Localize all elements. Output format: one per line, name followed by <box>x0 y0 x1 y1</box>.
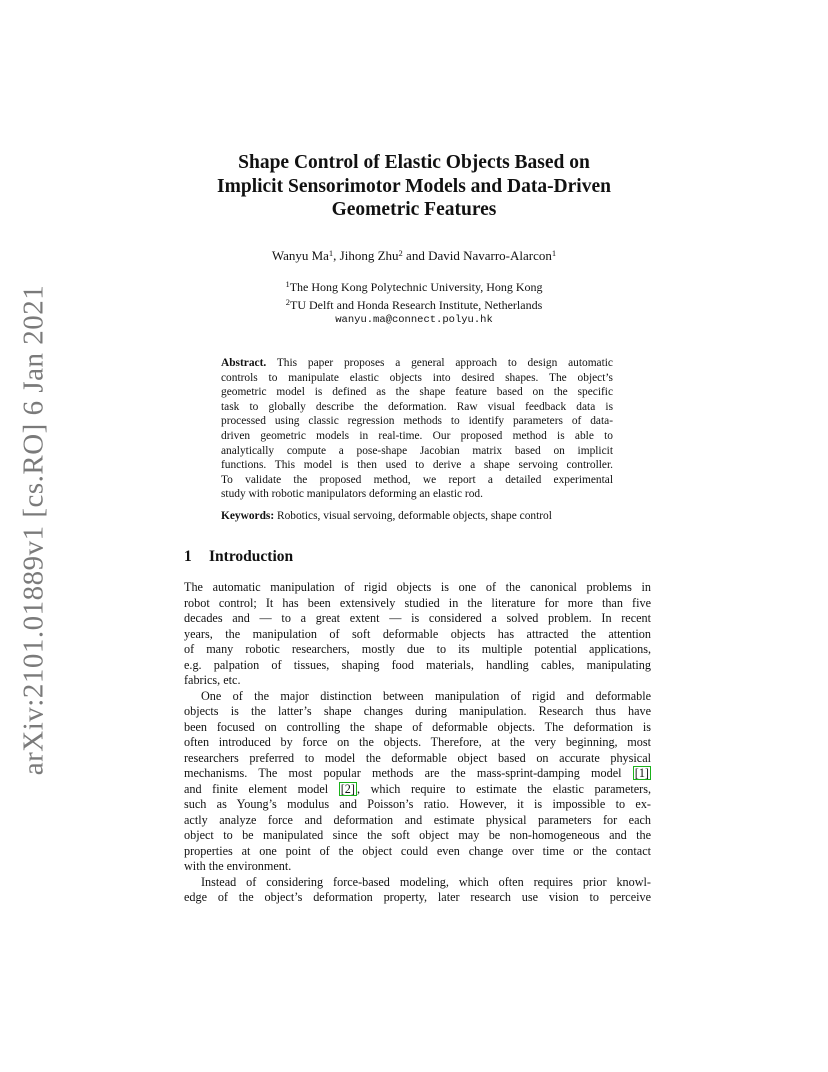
body-line: objects is the latter’s shape changes during manipulation. Research thus have <box>184 704 651 718</box>
author-affil-mark: 1 <box>328 248 334 258</box>
section-heading <box>184 548 293 566</box>
abstract-line: driven geometric models in real-time. Our proposed method is able to <box>221 429 613 442</box>
body-line: Instead of considering force-based modeling, which often requires prior knowl- <box>201 874 651 889</box>
abstract-line: controls to manipulate elastic objects into desired shapes. The object’s <box>221 371 613 384</box>
author-name: Wanyu Ma <box>271 248 329 263</box>
body-line: The automatic manipulation of rigid objects is one of the canonical problems in <box>184 580 651 594</box>
abstract-line: geometric model is defined as the shape feature based on the specific <box>221 386 613 399</box>
abstract-line: task to globally describe the deformation. Raw visual feedback data is <box>221 400 613 413</box>
section-number: 1 <box>184 548 192 565</box>
abstract-line: To validate the proposed method, we report a detailed experimental <box>221 473 613 486</box>
affiliation-text: The Hong Kong Polytechnic University, Hong Kong <box>289 280 543 294</box>
body-line <box>184 766 651 782</box>
body-line: properties at one point of the object could even change over time or the contact <box>184 843 651 858</box>
body-text <box>184 580 651 906</box>
arxiv-side-identifier: arXiv:2101.01889v1 [cs.RO] 6 Jan 2021 <box>17 284 50 776</box>
body-line: robot control; It has been extensively studied in the literature for more than five <box>184 595 651 610</box>
title-line: Geometric Features <box>331 199 497 220</box>
title-line: Implicit Sensorimotor Models and Data-Driven <box>217 175 611 197</box>
body-line <box>184 782 651 798</box>
body-text-run: and finite element model <box>184 781 339 796</box>
affiliation <box>150 277 678 295</box>
body-line: actly analyze force and deformation and estimate physical parameters for each <box>184 812 651 827</box>
body-text-run: , which require to estimate the elastic parameters, <box>356 781 652 796</box>
abstract-line: functions. This model is then used to derive a shape servoing controller. <box>221 459 613 472</box>
body-line: been focused on controlling the shape of deformable objects. The deformation is <box>184 719 651 734</box>
paper-title <box>150 151 678 222</box>
body-line: years, the manipulation of soft deformable objects has attracted the attention <box>184 626 651 641</box>
body-line: object to be manipulated since the soft object may be non-homogeneous and the <box>184 828 651 842</box>
body-line: One of the major distinction between manipulation of rigid and deformable <box>201 688 651 703</box>
keywords <box>221 510 621 522</box>
affiliations <box>150 277 678 328</box>
abstract-text: This paper proposes a general approach to design automatic <box>266 357 613 369</box>
citation-link[interactable]: [1] <box>634 766 649 780</box>
title-line: Shape Control of Elastic Objects Based on <box>238 152 590 173</box>
author-name: David Navarro-Alarcon <box>428 248 552 263</box>
body-text-run: mechanisms. The most popular methods are the mass-sprint-damping model <box>184 766 633 780</box>
body-line: researchers preferred to model the deformable object based on accurate physical <box>184 750 651 765</box>
abstract-line: study with robotic manipulators deforming an elastic rod. <box>221 488 483 501</box>
author-separator: , <box>333 248 340 263</box>
abstract-line: processed using classic regression methods to identify parameters of data- <box>221 415 613 428</box>
body-line: with the environment. <box>184 859 292 873</box>
affiliation-mark: 2 <box>285 297 290 307</box>
keywords-label: Keywords: <box>221 510 275 522</box>
citation-link[interactable]: [2] <box>340 781 355 796</box>
abstract-line: analytically compute a pose-shape Jacobian matrix based on implicit <box>221 444 613 457</box>
keywords-text: Robotics, visual servoing, deformable objects, shape control <box>274 510 552 522</box>
body-line: often introduced by force on the objects. Therefore, at the very beginning, most <box>184 735 651 749</box>
author-separator: and <box>402 248 429 263</box>
author-affil-mark: 1 <box>551 248 557 258</box>
body-line: of many robotic researchers, mostly due to its multiple potential applications, <box>184 642 651 656</box>
body-line: e.g. palpation of tissues, shaping food materials, handling cables, manipulating <box>184 657 651 672</box>
author-name: Jihong Zhu <box>339 248 399 263</box>
body-line: decades and — to a great extent — is considered a solved problem. In recent <box>184 611 651 625</box>
affiliation-text: TU Delft and Honda Research Institute, Netherlands <box>289 298 543 312</box>
contact-email: wanyu.ma@connect.polyu.hk <box>335 314 493 326</box>
body-line: such as Young’s modulus and Poisson’s ratio. However, it is impossible to ex- <box>184 797 651 811</box>
body-line: edge of the object’s deformation property, later research use vision to perceive <box>184 890 651 904</box>
abstract <box>221 356 613 502</box>
abstract-label: Abstract. <box>221 357 267 369</box>
abstract-line <box>221 356 613 371</box>
section-title: Introduction <box>209 548 294 565</box>
affiliation-mark: 1 <box>285 279 290 289</box>
author-affil-mark: 2 <box>398 248 403 258</box>
body-line: fabrics, etc. <box>184 673 241 687</box>
affiliation <box>150 295 678 313</box>
author-list <box>150 248 678 264</box>
